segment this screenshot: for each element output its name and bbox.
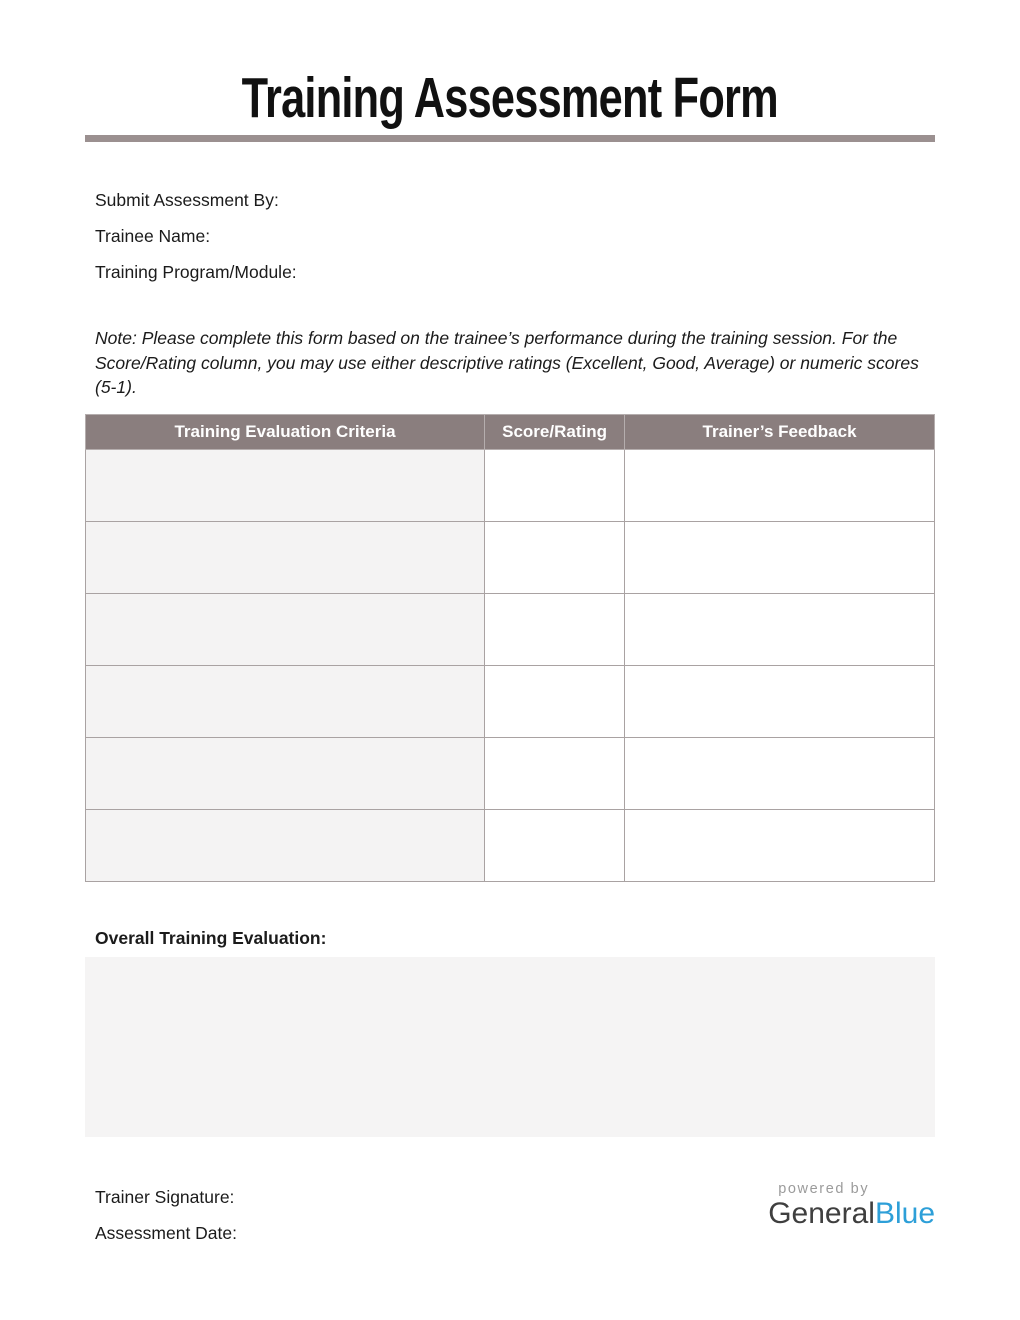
feedback-cell: [625, 737, 935, 809]
brand-block: [768, 1179, 935, 1232]
signature-block: [95, 1179, 237, 1251]
evaluation-table: [85, 414, 935, 882]
criteria-cell: [86, 593, 485, 665]
feedback-cell: [625, 593, 935, 665]
trainer-signature-label: Trainer Signature:: [95, 1186, 235, 1207]
instructions-note: Note: Please complete this form based on the trainee’s performance during the training session. For the Score/Rating column, you may use either descriptive ratings (Excellent, Good, Average) or numeric scores (5-1).: [95, 328, 919, 397]
criteria-cell: [86, 665, 485, 737]
assessment-date-label: Assessment Date:: [95, 1222, 237, 1243]
field-trainee-name: Trainee Name:: [95, 226, 211, 246]
table-row: [86, 449, 935, 521]
feedback-cell: [625, 665, 935, 737]
table-header-row: [86, 414, 935, 449]
footer: [85, 1179, 935, 1251]
header-feedback: Trainer’s Feedback: [625, 414, 935, 449]
generalblue-logo: [768, 1197, 935, 1232]
header-score: Score/Rating: [485, 414, 625, 449]
score-cell: [485, 521, 625, 593]
overall-evaluation-box: [85, 957, 935, 1137]
powered-by-text: powered by: [778, 1180, 870, 1197]
logo-general-text: General: [768, 1196, 875, 1230]
criteria-cell: [86, 809, 485, 881]
title-separator: [85, 135, 935, 142]
field-training-program: Training Program/Module:: [95, 262, 297, 282]
feedback-cell: [625, 809, 935, 881]
feedback-cell: [625, 449, 935, 521]
score-cell: [485, 809, 625, 881]
criteria-cell: [86, 737, 485, 809]
score-cell: [485, 665, 625, 737]
table-row: [86, 665, 935, 737]
score-cell: [485, 593, 625, 665]
header-criteria: Training Evaluation Criteria: [86, 414, 485, 449]
score-cell: [485, 737, 625, 809]
table-row: [86, 737, 935, 809]
overall-evaluation-label: Overall Training Evaluation:: [95, 927, 327, 948]
title-wrap: [85, 0, 935, 130]
table-row: [86, 593, 935, 665]
form-fields: [95, 182, 935, 290]
page-title: Training Assessment Form: [241, 66, 779, 130]
field-submit-by: Submit Assessment By:: [95, 190, 279, 210]
criteria-cell: [86, 449, 485, 521]
feedback-cell: [625, 521, 935, 593]
logo-blue-text: Blue: [874, 1196, 935, 1230]
criteria-cell: [86, 521, 485, 593]
table-row: [86, 809, 935, 881]
table-row: [86, 521, 935, 593]
score-cell: [485, 449, 625, 521]
